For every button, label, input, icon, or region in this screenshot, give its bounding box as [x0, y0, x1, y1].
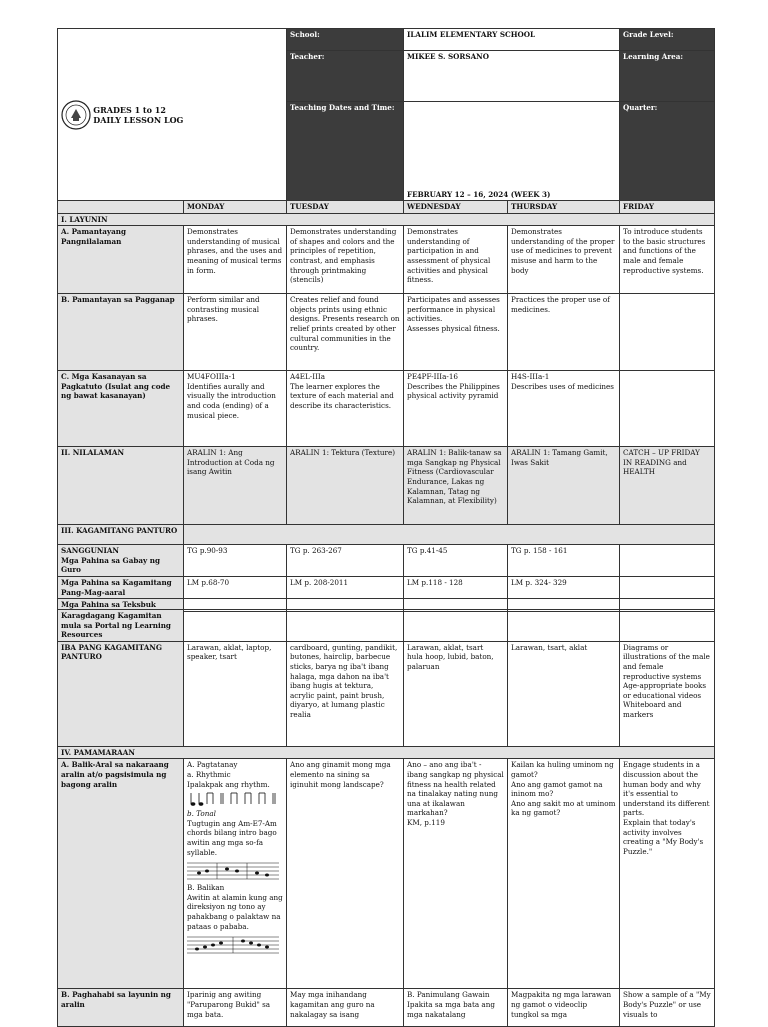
table-cell: Iparinig ang awiting "Paruparong Bukid" sa mga bata.: [184, 989, 287, 1027]
table-cell: TG p.41-45: [404, 545, 508, 577]
quarter-label: Quarter:: [620, 102, 715, 201]
table-cell: MU4FOIIIa-1 Identifies aurally and visually the introduction and coda (ending) of a musical piece.: [184, 371, 287, 447]
day-tuesday: TUESDAY: [287, 201, 404, 214]
dates-value: FEBRUARY 12 – 16, 2024 (WEEK 3): [404, 102, 620, 201]
table-row: [58, 545, 715, 577]
table-cell: [620, 294, 715, 371]
row-label: SANGGUNIAN Mga Pahina sa Gabay ng Guro: [58, 545, 184, 577]
table-cell: Larawan, aklat, laptop, speaker, tsart: [184, 641, 287, 746]
table-cell: Diagrams or illustrations of the male and female reproductive systems Age-appropriate books or educational videos Whiteboard and markers: [620, 641, 715, 746]
title-line2: DAILY LESSON LOG: [93, 114, 184, 125]
monday-b-title: b. Tonal: [187, 809, 216, 819]
teacher-value: MIKEE S. SORSANO: [404, 51, 620, 102]
table-cell: LM p.118 - 128: [404, 577, 508, 599]
table-row: [58, 447, 715, 525]
table-row: [58, 759, 715, 989]
dates-label: Teaching Dates and Time:: [287, 102, 404, 201]
music-staff-icon: [187, 859, 279, 881]
music-staff-icon: [187, 933, 279, 957]
day-wednesday: WEDNESDAY: [404, 201, 508, 214]
day-thursday: THURSDAY: [508, 201, 620, 214]
deped-seal-icon: [61, 100, 91, 130]
table-cell: TG p. 158 - 161: [508, 545, 620, 577]
row-label: Karagdagang Kagamitan mula sa Portal ng Learning Resources: [58, 610, 184, 642]
table-cell: ARALIN 1: Tamang Gamit, Iwas Sakit: [508, 447, 620, 525]
row-label: B. Paghahabi sa layunin ng aralin: [58, 989, 184, 1027]
table-cell: Demonstrates understanding of shapes and colors and the principles of repetition, contrast, and emphasis through printmaking (stencils): [287, 226, 404, 294]
table-cell: [620, 545, 715, 577]
table-cell: ARALIN 1: Tektura (Texture): [287, 447, 404, 525]
table-cell: [620, 371, 715, 447]
day-monday: MONDAY: [184, 201, 287, 214]
school-label: School:: [287, 29, 404, 51]
grade-label: Grade Level:: [620, 29, 715, 51]
section-kagamitan-title: III. KAGAMITANG PANTURO: [58, 525, 184, 545]
table-cell: cardboard, gunting, pandikit, butones, hairclip, barbecue sticks, barya ng iba't ibang halaga, mga dahon na iba't ibang hugis at tektura, acrylic paint, paint brush, diyaryo, at lumang plastic realia: [287, 641, 404, 746]
area-label: Learning Area:: [620, 51, 715, 102]
table-cell: CATCH – UP FRIDAY IN READING and HEALTH: [620, 447, 715, 525]
table-row: [58, 989, 715, 1027]
monday-c-title: B. Balikan: [187, 883, 225, 893]
day-friday: FRIDAY: [620, 201, 715, 214]
table-cell: H4S-IIIa-1 Describes uses of medicines: [508, 371, 620, 447]
table-cell: LM p. 324- 329: [508, 577, 620, 599]
table-row: [58, 641, 715, 746]
table-cell: Demonstrates understanding of musical phrases, and the uses and meaning of musical terms in form.: [184, 226, 287, 294]
table-cell: May mga inihandang kagamitan ang guro na nakalagay sa isang: [287, 989, 404, 1027]
monday-a-text: a. Rhythmic Ipalakpak ang rhythm.: [187, 769, 270, 789]
row-label: Mga Pahina sa Kagamitang Pang-Mag-aaral: [58, 577, 184, 599]
table-cell: Ano – ano ang iba't - ibang sangkap ng physical fitness na health related na tinalakay nating nung una at ikalawan markahan? KM, p.119: [404, 759, 508, 989]
table-cell: PE4PF-IIIa-16 Describes the Philippines physical activity pyramid: [404, 371, 508, 447]
table-cell: B. Panimulang Gawain Ipakita sa mga bata ang mga nakatalang: [404, 989, 508, 1027]
table-cell: ARALIN 1: Balik-tanaw sa mga Sangkap ng Physical Fitness (Cardiovascular Endurance, Lakas ng Kalamnan, Tatag ng Kalamnan, at Flexibility): [404, 447, 508, 525]
rhythm-notation-icon: [187, 791, 279, 807]
row-label: II. NILALAMAN: [58, 447, 184, 525]
table-cell: ARALIN 1: Ang Introduction at Coda ng isang Awitin: [184, 447, 287, 525]
table-cell: Demonstrates understanding of participation in and assessment of physical activities and physical fitness.: [404, 226, 508, 294]
table-cell: Larawan, aklat, tsart hula hoop, lubid, baton, palaruan: [404, 641, 508, 746]
monday-b-text: Tugtugin ang Am-E7-Am chords bilang intro bago awitin ang mga so-fa syllable.: [187, 818, 277, 857]
header-title-block: [58, 29, 287, 201]
row-label: C. Mga Kasanayan sa Pagkatuto (Isulat ang code ng bawat kasanayan): [58, 371, 184, 447]
row-label: A. Pamantayang Pangnilalaman: [58, 226, 184, 294]
table-row: [58, 226, 715, 294]
row-label: A. Balik-Aral sa nakaraang aralin at/o pagsisimula ng bagong aralin: [58, 759, 184, 989]
table-row: [58, 371, 715, 447]
table-cell: LM p.68-70: [184, 577, 287, 599]
table-cell: TG p. 263-267: [287, 545, 404, 577]
section-layunin-title: I. LAYUNIN: [58, 213, 715, 226]
lesson-log-table-page1: [57, 28, 715, 612]
teacher-label: Teacher:: [287, 51, 404, 102]
table-cell: Demonstrates understanding of the proper use of medicines to prevent misuse and harm to the body: [508, 226, 620, 294]
table-cell: Magpakita ng mga larawan ng gamot o videoclip tungkol sa mga: [508, 989, 620, 1027]
table-cell: Creates relief and found objects prints using ethnic designs. Presents research on relief prints created by other cultural communities in the country.: [287, 294, 404, 371]
table-cell: Show a sample of a "My Body's Puzzle" or use visuals to: [620, 989, 715, 1027]
school-value: ILALIM ELEMENTARY SCHOOL: [404, 29, 620, 51]
monday-a-title: A. Pagtatanay: [187, 760, 238, 770]
table-row: [58, 610, 715, 642]
table-row: [58, 294, 715, 371]
table-cell-monday: [184, 759, 287, 989]
row-label: IBA PANG KAGAMITANG PANTURO: [58, 641, 184, 746]
table-cell: LM p. 208-2011: [287, 577, 404, 599]
table-cell: Kailan ka huling uminom ng gamot? Ano ang gamot gamot na ininom mo? Ano ang sakit mo at uminom ka ng gamot?: [508, 759, 620, 989]
monday-c-text: Awitin at alamin kung ang direksiyon ng tono ay pahakbang o palaktaw na pataas o pababa.: [187, 892, 283, 931]
table-cell: Perform similar and contrasting musical phrases.: [184, 294, 287, 371]
days-row: [58, 201, 715, 214]
table-cell: Larawan, tsart, aklat: [508, 641, 620, 746]
table-cell: A4EL-IIIa The learner explores the texture of each material and describe its characteristics.: [287, 371, 404, 447]
row-label: B. Pamantayan sa Pagganap: [58, 294, 184, 371]
table-cell: To introduce students to the basic structures and functions of the male and female reproductive systems.: [620, 226, 715, 294]
row-label: Mga Pahina sa Teksbuk: [58, 599, 184, 612]
table-cell: Practices the proper use of medicines.: [508, 294, 620, 371]
table-cell: TG p.90-93: [184, 545, 287, 577]
lesson-log-table-page2: [57, 609, 715, 1027]
table-cell: [620, 577, 715, 599]
title-line1: GRADES 1 to 12: [93, 104, 166, 115]
table-cell: Engage students in a discussion about the human body and why it's essential to understand its different parts. Explain that today's activity involves creating a "My Body's Puzzle.": [620, 759, 715, 989]
table-cell: Ano ang ginamit mong mga elemento na sining sa iginuhit mong landscape?: [287, 759, 404, 989]
table-row: [58, 577, 715, 599]
table-cell: Participates and assesses performance in physical activities. Assesses physical fitness.: [404, 294, 508, 371]
section-pamamaraan-title: IV. PAMAMARAAN: [58, 746, 715, 759]
